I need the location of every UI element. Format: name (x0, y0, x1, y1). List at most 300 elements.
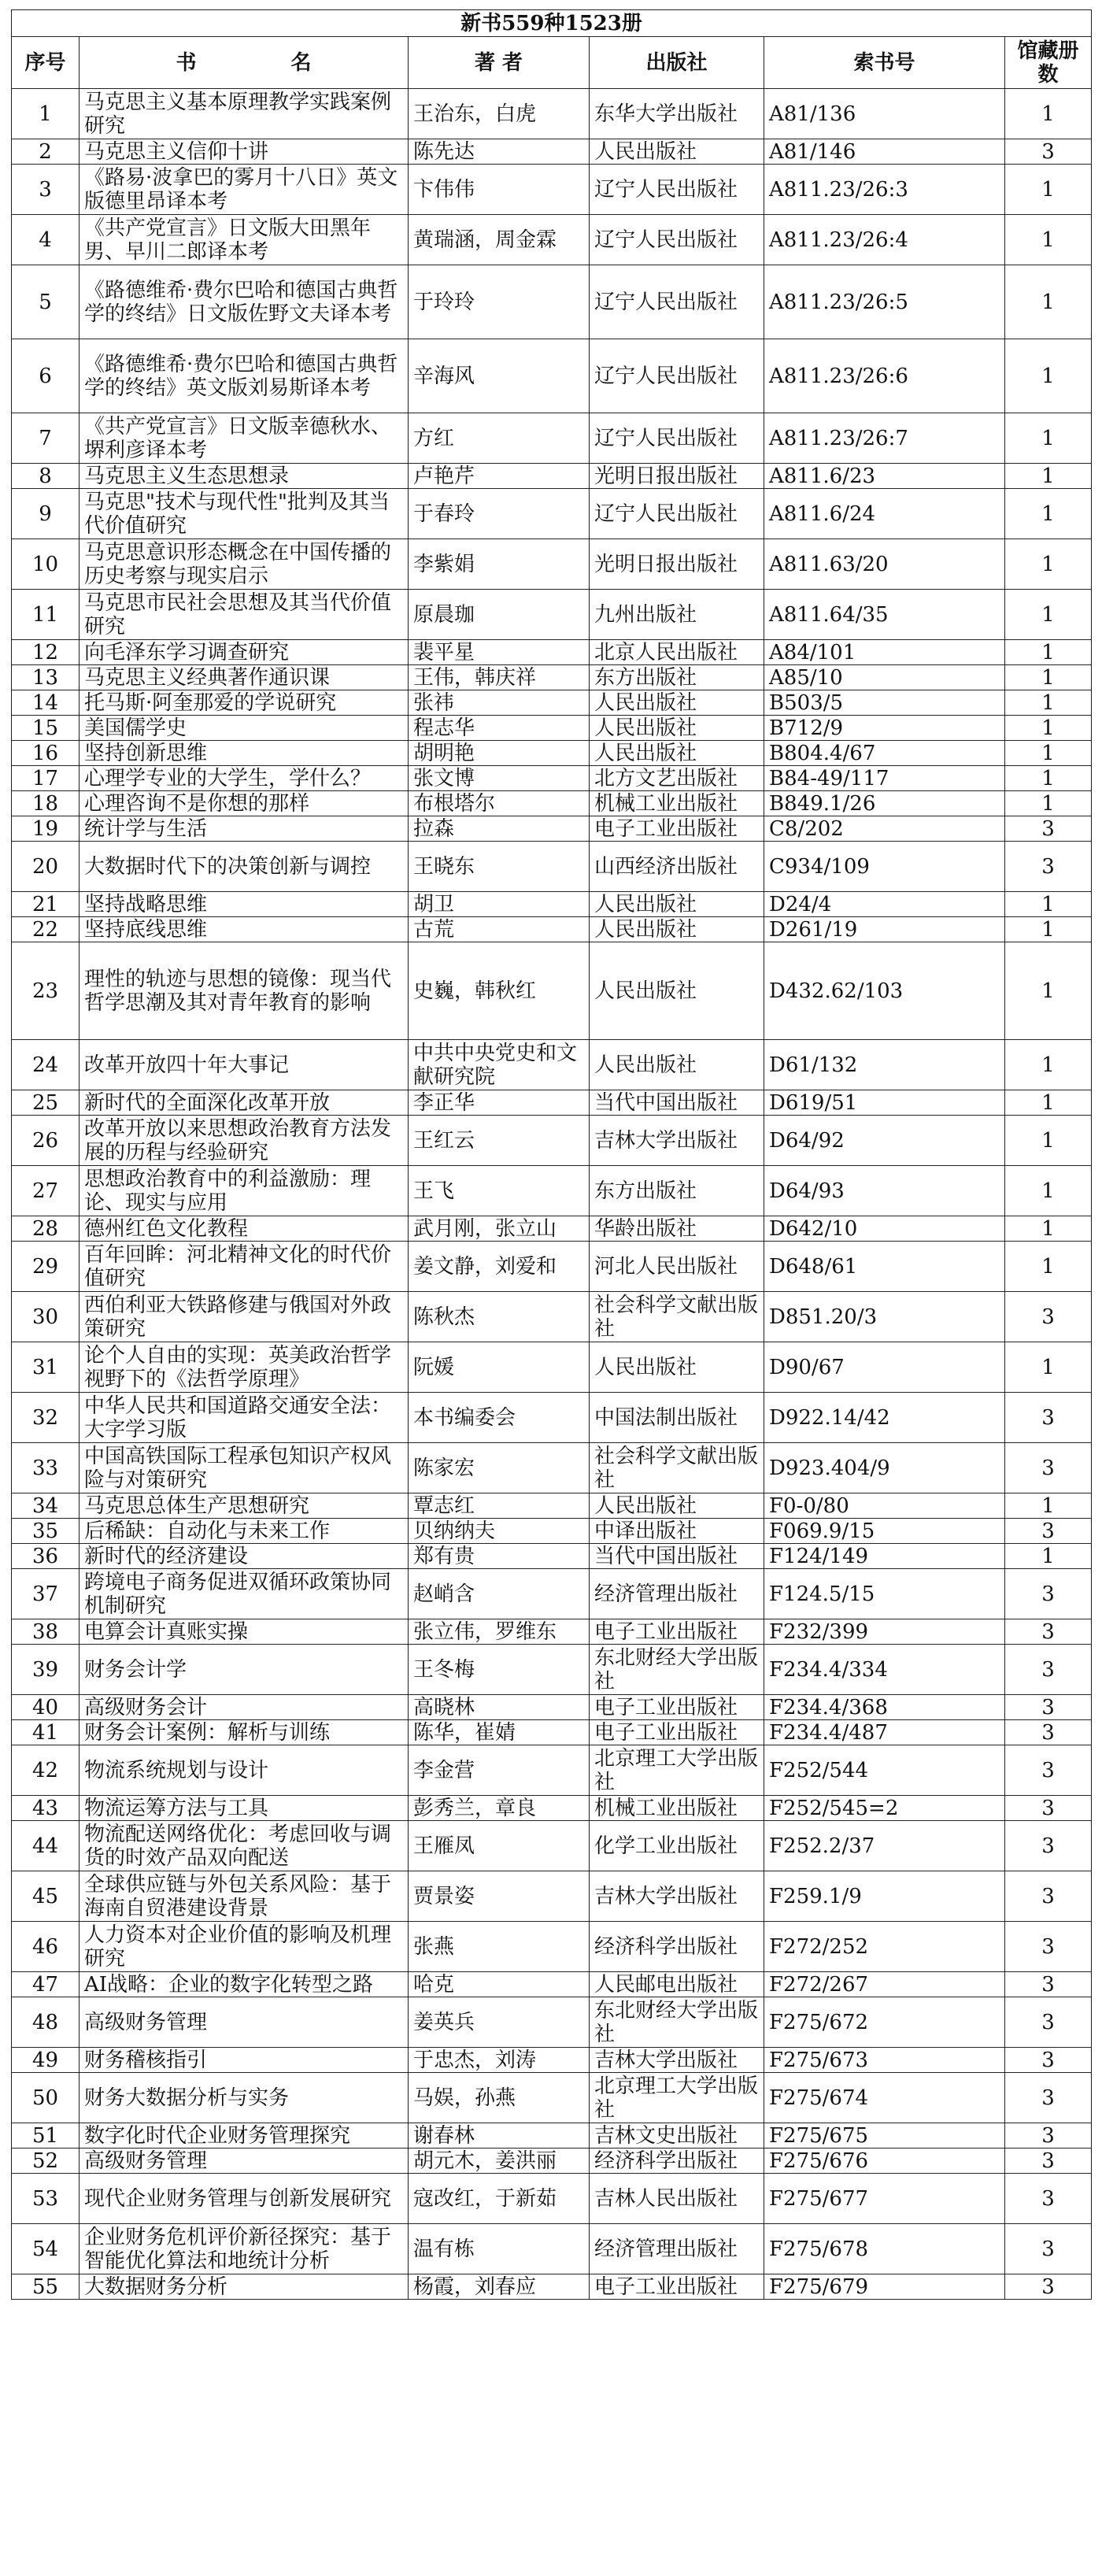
table-row (12, 2174, 1092, 2224)
cell-index: 31 (12, 1342, 80, 1393)
cell-publisher: 人民出版社 (590, 1342, 764, 1393)
cell-author: 哈克 (409, 1972, 590, 1997)
cell-copies: 3 (1005, 1393, 1092, 1443)
cell-publisher: 光明日报出版社 (590, 539, 764, 590)
table-row (12, 1242, 1092, 1292)
cell-copies: 3 (1005, 1922, 1092, 1972)
table-row (12, 165, 1092, 215)
cell-author: 姜文静，刘爱和 (409, 1242, 590, 1292)
cell-author: 胡元木，姜洪丽 (409, 2149, 590, 2174)
cell-title: 财务大数据分析与实务 (80, 2073, 409, 2123)
table-row (12, 1645, 1092, 1695)
cell-call-number: A81/146 (764, 139, 1005, 165)
cell-author: 黄瑞涵，周金霖 (409, 215, 590, 265)
table-row (12, 741, 1092, 766)
cell-author: 贝纳纳夫 (409, 1519, 590, 1544)
cell-index: 35 (12, 1519, 80, 1544)
cell-call-number: B84-49/117 (764, 766, 1005, 791)
cell-call-number: F275/679 (764, 2274, 1005, 2300)
table-row (12, 1342, 1092, 1393)
new-books-table (11, 9, 1092, 2300)
cell-title: 后稀缺：自动化与未来工作 (80, 1519, 409, 1544)
cell-index: 39 (12, 1645, 80, 1695)
table-row (12, 1619, 1092, 1645)
cell-title: 高级财务管理 (80, 2149, 409, 2174)
cell-index: 6 (12, 339, 80, 413)
cell-call-number: D923.404/9 (764, 1443, 1005, 1493)
cell-author: 中共中央党史和文献研究院 (409, 1040, 590, 1090)
cell-title: 数字化时代企业财务管理探究 (80, 2123, 409, 2149)
cell-publisher: 社会科学文献出版社 (590, 1292, 764, 1342)
cell-index: 10 (12, 539, 80, 590)
cell-copies: 1 (1005, 265, 1092, 339)
cell-copies: 1 (1005, 1493, 1092, 1519)
cell-index: 34 (12, 1493, 80, 1519)
cell-copies: 1 (1005, 165, 1092, 215)
cell-title: 《共产党宣言》日文版大田黑年男、早川二郎译本考 (80, 215, 409, 265)
cell-publisher: 经济管理出版社 (590, 1569, 764, 1619)
cell-copies: 1 (1005, 1544, 1092, 1569)
cell-copies: 1 (1005, 1166, 1092, 1216)
cell-index: 1 (12, 89, 80, 139)
cell-publisher: 人民出版社 (590, 1040, 764, 1090)
cell-title: 马克思"技术与现代性"批判及其当代价值研究 (80, 489, 409, 539)
cell-publisher: 吉林文史出版社 (590, 2123, 764, 2149)
cell-title: 马克思主义经典著作通识课 (80, 665, 409, 690)
cell-title: 心理学专业的大学生，学什么？ (80, 766, 409, 791)
table-row (12, 640, 1092, 665)
cell-copies: 1 (1005, 1040, 1092, 1090)
cell-author: 原晨珈 (409, 590, 590, 640)
cell-index: 25 (12, 1090, 80, 1116)
cell-call-number: D922.14/42 (764, 1393, 1005, 1443)
cell-author: 陈家宏 (409, 1443, 590, 1493)
cell-publisher: 人民出版社 (590, 741, 764, 766)
table-row (12, 1569, 1092, 1619)
cell-index: 28 (12, 1216, 80, 1242)
cell-call-number: F275/673 (764, 2048, 1005, 2073)
cell-author: 辛海风 (409, 339, 590, 413)
cell-call-number: F234.4/334 (764, 1645, 1005, 1695)
cell-copies: 3 (1005, 2123, 1092, 2149)
cell-publisher: 吉林大学出版社 (590, 2048, 764, 2073)
cell-index: 32 (12, 1393, 80, 1443)
cell-title: 新时代的经济建设 (80, 1544, 409, 1569)
cell-copies: 1 (1005, 1116, 1092, 1166)
table-row (12, 1796, 1092, 1821)
cell-title: 《共产党宣言》日文版幸德秋水、堺利彦译本考 (80, 413, 409, 464)
cell-call-number: A811.23/26:6 (764, 339, 1005, 413)
cell-title: 坚持创新思维 (80, 741, 409, 766)
cell-author: 温有栋 (409, 2224, 590, 2274)
cell-index: 8 (12, 464, 80, 489)
table-row (12, 1116, 1092, 1166)
cell-author: 王飞 (409, 1166, 590, 1216)
cell-title: 电算会计真账实操 (80, 1619, 409, 1645)
table-row (12, 464, 1092, 489)
cell-title: 财务稽核指引 (80, 2048, 409, 2073)
cell-index: 54 (12, 2224, 80, 2274)
cell-call-number: F275/672 (764, 1997, 1005, 2048)
cell-index: 17 (12, 766, 80, 791)
cell-index: 23 (12, 942, 80, 1040)
cell-copies: 1 (1005, 1216, 1092, 1242)
header-publisher: 出版社 (590, 37, 764, 89)
cell-copies: 1 (1005, 716, 1092, 741)
cell-index: 7 (12, 413, 80, 464)
table-row (12, 1393, 1092, 1443)
cell-publisher: 中译出版社 (590, 1519, 764, 1544)
cell-copies: 3 (1005, 1619, 1092, 1645)
cell-publisher: 北京人民出版社 (590, 640, 764, 665)
cell-author: 张立伟，罗维东 (409, 1619, 590, 1645)
cell-call-number: F234.4/487 (764, 1720, 1005, 1745)
cell-publisher: 光明日报出版社 (590, 464, 764, 489)
cell-author: 王治东，白虎 (409, 89, 590, 139)
cell-call-number: F275/677 (764, 2174, 1005, 2224)
cell-publisher: 辽宁人民出版社 (590, 165, 764, 215)
cell-index: 43 (12, 1796, 80, 1821)
cell-call-number: A811.64/35 (764, 590, 1005, 640)
cell-call-number: F272/252 (764, 1922, 1005, 1972)
cell-call-number: A85/10 (764, 665, 1005, 690)
table-row (12, 2123, 1092, 2149)
cell-author: 张祎 (409, 690, 590, 716)
header-index: 序号 (12, 37, 80, 89)
cell-title: 《路德维希·费尔巴哈和德国古典哲学的终结》英文版刘易斯译本考 (80, 339, 409, 413)
table-row (12, 1745, 1092, 1796)
cell-copies: 1 (1005, 917, 1092, 942)
cell-publisher: 吉林大学出版社 (590, 1116, 764, 1166)
table-row (12, 942, 1092, 1040)
table-row (12, 2149, 1092, 2174)
cell-call-number: D851.20/3 (764, 1292, 1005, 1342)
table-row (12, 1443, 1092, 1493)
cell-copies: 3 (1005, 1720, 1092, 1745)
cell-title: 思想政治教育中的利益激励：理论、现实与应用 (80, 1166, 409, 1216)
cell-publisher: 社会科学文献出版社 (590, 1443, 764, 1493)
cell-title: 高级财务会计 (80, 1695, 409, 1720)
cell-index: 55 (12, 2274, 80, 2300)
cell-author: 李金营 (409, 1745, 590, 1796)
cell-copies: 1 (1005, 339, 1092, 413)
cell-call-number: A811.23/26:7 (764, 413, 1005, 464)
cell-title: 财务会计案例：解析与训练 (80, 1720, 409, 1745)
cell-copies: 3 (1005, 2274, 1092, 2300)
table-row (12, 89, 1092, 139)
cell-call-number: D261/19 (764, 917, 1005, 942)
cell-index: 13 (12, 665, 80, 690)
cell-call-number: D648/61 (764, 1242, 1005, 1292)
table-row (12, 1922, 1092, 1972)
table-row (12, 590, 1092, 640)
cell-title: AI战略：企业的数字化转型之路 (80, 1972, 409, 1997)
cell-index: 53 (12, 2174, 80, 2224)
header-title-a: 书 (176, 50, 197, 75)
cell-title: 向毛泽东学习调查研究 (80, 640, 409, 665)
cell-call-number: A81/136 (764, 89, 1005, 139)
cell-call-number: A811.63/20 (764, 539, 1005, 590)
cell-index: 48 (12, 1997, 80, 2048)
cell-title: 托马斯·阿奎那爱的学说研究 (80, 690, 409, 716)
table-row (12, 1040, 1092, 1090)
cell-copies: 1 (1005, 766, 1092, 791)
cell-index: 11 (12, 590, 80, 640)
cell-index: 38 (12, 1619, 80, 1645)
cell-copies: 1 (1005, 413, 1092, 464)
cell-call-number: F234.4/368 (764, 1695, 1005, 1720)
table-row (12, 1720, 1092, 1745)
cell-title: 坚持战略思维 (80, 892, 409, 917)
cell-index: 26 (12, 1116, 80, 1166)
cell-author: 王晓东 (409, 842, 590, 892)
cell-call-number: A811.6/24 (764, 489, 1005, 539)
cell-call-number: B712/9 (764, 716, 1005, 741)
cell-author: 覃志红 (409, 1493, 590, 1519)
cell-publisher: 东北财经大学出版社 (590, 1997, 764, 2048)
cell-index: 47 (12, 1972, 80, 1997)
cell-publisher: 人民出版社 (590, 716, 764, 741)
cell-index: 14 (12, 690, 80, 716)
cell-publisher: 经济科学出版社 (590, 1922, 764, 1972)
cell-publisher: 人民出版社 (590, 892, 764, 917)
cell-publisher: 辽宁人民出版社 (590, 265, 764, 339)
table-row (12, 1972, 1092, 1997)
header-call-number: 索书号 (764, 37, 1005, 89)
table-row (12, 215, 1092, 265)
cell-call-number: D64/93 (764, 1166, 1005, 1216)
table-row (12, 1695, 1092, 1720)
cell-publisher: 人民出版社 (590, 917, 764, 942)
cell-call-number: B804.4/67 (764, 741, 1005, 766)
cell-copies: 3 (1005, 816, 1092, 842)
cell-call-number: F275/675 (764, 2123, 1005, 2149)
cell-author: 阮媛 (409, 1342, 590, 1393)
cell-title: 马克思主义信仰十讲 (80, 139, 409, 165)
cell-author: 本书编委会 (409, 1393, 590, 1443)
cell-copies: 1 (1005, 640, 1092, 665)
cell-title: 统计学与生活 (80, 816, 409, 842)
table-row (12, 1090, 1092, 1116)
cell-call-number: F272/267 (764, 1972, 1005, 1997)
cell-publisher: 华龄出版社 (590, 1216, 764, 1242)
cell-publisher: 经济管理出版社 (590, 2224, 764, 2274)
cell-publisher: 东北财经大学出版社 (590, 1645, 764, 1695)
cell-call-number: D64/92 (764, 1116, 1005, 1166)
table-row (12, 139, 1092, 165)
cell-index: 18 (12, 791, 80, 816)
cell-title: 新时代的全面深化改革开放 (80, 1090, 409, 1116)
cell-copies: 3 (1005, 2149, 1092, 2174)
table-row (12, 1519, 1092, 1544)
cell-call-number: F275/676 (764, 2149, 1005, 2174)
cell-call-number: B503/5 (764, 690, 1005, 716)
cell-index: 37 (12, 1569, 80, 1619)
cell-title: 论个人自由的实现：英美政治哲学视野下的《法哲学原理》 (80, 1342, 409, 1393)
cell-author: 陈秋杰 (409, 1292, 590, 1342)
cell-copies: 3 (1005, 842, 1092, 892)
cell-title: 西伯利亚大铁路修建与俄国对外政策研究 (80, 1292, 409, 1342)
cell-publisher: 吉林大学出版社 (590, 1871, 764, 1922)
cell-publisher: 当代中国出版社 (590, 1090, 764, 1116)
table-row (12, 716, 1092, 741)
cell-publisher: 电子工业出版社 (590, 1720, 764, 1745)
cell-publisher: 机械工业出版社 (590, 1796, 764, 1821)
cell-publisher: 当代中国出版社 (590, 1544, 764, 1569)
cell-copies: 1 (1005, 690, 1092, 716)
header-title (80, 37, 409, 89)
cell-title: 中国高铁国际工程承包知识产权风险与对策研究 (80, 1443, 409, 1493)
table-row (12, 1166, 1092, 1216)
table-row (12, 1821, 1092, 1871)
table-row (12, 1997, 1092, 2048)
table-row (12, 1544, 1092, 1569)
cell-copies: 3 (1005, 1645, 1092, 1695)
cell-title: 美国儒学史 (80, 716, 409, 741)
cell-index: 4 (12, 215, 80, 265)
cell-index: 19 (12, 816, 80, 842)
table-row (12, 2274, 1092, 2300)
table-row (12, 2224, 1092, 2274)
cell-call-number: F124.5/15 (764, 1569, 1005, 1619)
cell-index: 49 (12, 2048, 80, 2073)
cell-copies: 1 (1005, 1342, 1092, 1393)
table-row (12, 816, 1092, 842)
cell-index: 36 (12, 1544, 80, 1569)
table-row (12, 413, 1092, 464)
cell-call-number: F275/674 (764, 2073, 1005, 2123)
cell-copies: 3 (1005, 1569, 1092, 1619)
cell-publisher: 北京理工大学出版社 (590, 2073, 764, 2123)
cell-call-number: C934/109 (764, 842, 1005, 892)
cell-title: 全球供应链与外包关系风险：基于海南自贸港建设背景 (80, 1871, 409, 1922)
cell-copies: 1 (1005, 942, 1092, 1040)
cell-title: 跨境电子商务促进双循环政策协同机制研究 (80, 1569, 409, 1619)
cell-index: 24 (12, 1040, 80, 1090)
cell-copies: 1 (1005, 665, 1092, 690)
cell-call-number: D619/51 (764, 1090, 1005, 1116)
cell-publisher: 辽宁人民出版社 (590, 489, 764, 539)
table-row (12, 1493, 1092, 1519)
cell-author: 赵峭含 (409, 1569, 590, 1619)
cell-copies: 3 (1005, 2224, 1092, 2274)
cell-author: 武月刚，张立山 (409, 1216, 590, 1242)
cell-call-number: B849.1/26 (764, 791, 1005, 816)
cell-publisher: 九州出版社 (590, 590, 764, 640)
cell-copies: 1 (1005, 741, 1092, 766)
cell-index: 16 (12, 741, 80, 766)
cell-call-number: F252/545=2 (764, 1796, 1005, 1821)
cell-copies: 3 (1005, 1519, 1092, 1544)
cell-author: 李紫娟 (409, 539, 590, 590)
cell-author: 陈先达 (409, 139, 590, 165)
cell-copies: 1 (1005, 489, 1092, 539)
cell-publisher: 东方出版社 (590, 1166, 764, 1216)
table-row (12, 2048, 1092, 2073)
cell-index: 33 (12, 1443, 80, 1493)
cell-call-number: C8/202 (764, 816, 1005, 842)
cell-author: 郑有贵 (409, 1544, 590, 1569)
table-row (12, 539, 1092, 590)
cell-title: 财务会计学 (80, 1645, 409, 1695)
cell-author: 胡明艳 (409, 741, 590, 766)
cell-call-number: F275/678 (764, 2224, 1005, 2274)
cell-author: 裴平星 (409, 640, 590, 665)
table-row (12, 665, 1092, 690)
cell-copies: 3 (1005, 2174, 1092, 2224)
table-row (12, 2073, 1092, 2123)
cell-author: 卢艳芹 (409, 464, 590, 489)
cell-author: 于忠杰，刘涛 (409, 2048, 590, 2073)
cell-call-number: A811.6/23 (764, 464, 1005, 489)
cell-title: 人力资本对企业价值的影响及机理研究 (80, 1922, 409, 1972)
table-row (12, 1216, 1092, 1242)
cell-publisher: 经济科学出版社 (590, 2149, 764, 2174)
cell-author: 张文博 (409, 766, 590, 791)
cell-copies: 3 (1005, 1997, 1092, 2048)
cell-author: 杨霞，刘春应 (409, 2274, 590, 2300)
cell-index: 27 (12, 1166, 80, 1216)
cell-author: 史巍，韩秋红 (409, 942, 590, 1040)
cell-index: 2 (12, 139, 80, 165)
cell-call-number: D90/67 (764, 1342, 1005, 1393)
cell-author: 寇改红，于新茹 (409, 2174, 590, 2224)
cell-author: 彭秀兰，章良 (409, 1796, 590, 1821)
cell-publisher: 电子工业出版社 (590, 1695, 764, 1720)
cell-title: 马克思市民社会思想及其当代价值研究 (80, 590, 409, 640)
cell-call-number: D432.62/103 (764, 942, 1005, 1040)
table-row (12, 1292, 1092, 1342)
cell-publisher: 人民邮电出版社 (590, 1972, 764, 1997)
cell-author: 高晓林 (409, 1695, 590, 1720)
cell-publisher: 电子工业出版社 (590, 2274, 764, 2300)
cell-call-number: F232/399 (764, 1619, 1005, 1645)
cell-publisher: 人民出版社 (590, 139, 764, 165)
cell-title: 坚持底线思维 (80, 917, 409, 942)
header-title-b: 名 (290, 50, 312, 75)
cell-index: 44 (12, 1821, 80, 1871)
table-row (12, 265, 1092, 339)
cell-index: 30 (12, 1292, 80, 1342)
cell-call-number: A811.23/26:3 (764, 165, 1005, 215)
cell-title: 企业财务危机评价新径探究：基于智能优化算法和地统计分析 (80, 2224, 409, 2274)
cell-copies: 3 (1005, 2073, 1092, 2123)
cell-index: 12 (12, 640, 80, 665)
cell-author: 王雁凤 (409, 1821, 590, 1871)
cell-copies: 1 (1005, 89, 1092, 139)
cell-copies: 3 (1005, 1871, 1092, 1922)
cell-author: 王冬梅 (409, 1645, 590, 1695)
table-row (12, 842, 1092, 892)
cell-publisher: 东华大学出版社 (590, 89, 764, 139)
cell-publisher: 河北人民出版社 (590, 1242, 764, 1292)
cell-publisher: 辽宁人民出版社 (590, 339, 764, 413)
table-row (12, 766, 1092, 791)
cell-author: 谢春林 (409, 2123, 590, 2149)
cell-title: 物流系统规划与设计 (80, 1745, 409, 1796)
cell-index: 46 (12, 1922, 80, 1972)
table-row (12, 791, 1092, 816)
cell-call-number: F0-0/80 (764, 1493, 1005, 1519)
cell-copies: 1 (1005, 464, 1092, 489)
cell-copies: 3 (1005, 2048, 1092, 2073)
cell-copies: 1 (1005, 892, 1092, 917)
cell-call-number: F124/149 (764, 1544, 1005, 1569)
cell-author: 胡卫 (409, 892, 590, 917)
cell-index: 21 (12, 892, 80, 917)
cell-title: 改革开放以来思想政治教育方法发展的历程与经验研究 (80, 1116, 409, 1166)
cell-call-number: A811.23/26:5 (764, 265, 1005, 339)
